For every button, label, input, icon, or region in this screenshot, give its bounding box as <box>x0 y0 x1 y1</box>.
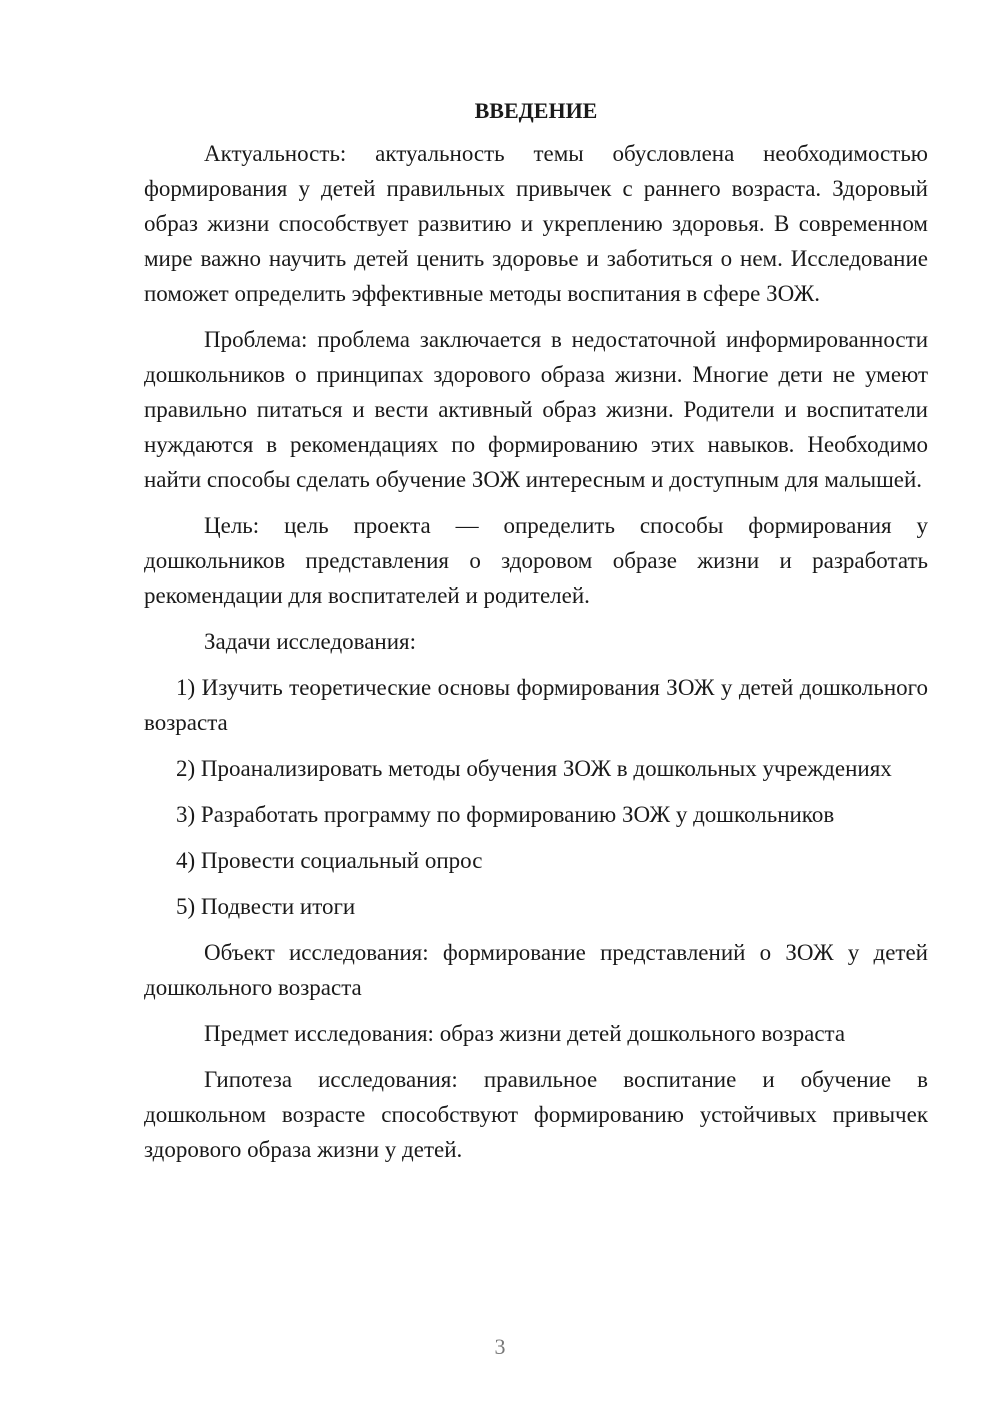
hypothesis-paragraph: Гипотеза исследования: правильное воспитание и обучение в дошкольном возрасте способствуют формированию устойчивых привычек здорового образа жизни у детей. <box>144 1067 928 1162</box>
list-item: 4) Провести социальный опрос <box>176 848 483 873</box>
problem-paragraph: Проблема: проблема заключается в недостаточной информированности дошкольников о принципах здорового образа жизни. Многие дети не умеют правильно питаться и вести активный образ жизни. Родители и воспитатели нуждаются в рекомендациях по формированию этих навыков. Необходимо найти способы сделать обучение ЗОЖ интересным и доступным для малышей. <box>144 327 928 492</box>
page-title: ВВЕДЕНИЕ <box>474 98 598 123</box>
list-item: 1) Изучить теоретические основы формирования ЗОЖ у детей дошкольного возраста <box>144 675 928 735</box>
list-item: 3) Разработать программу по формированию ЗОЖ у дошкольников <box>176 802 835 827</box>
tasks-list <box>144 670 928 924</box>
subject-paragraph: Предмет исследования: образ жизни детей дошкольного возраста <box>204 1021 846 1046</box>
page-number: 3 <box>494 1334 506 1359</box>
list-item: 2) Проанализировать методы обучения ЗОЖ в дошкольных учреждениях <box>176 756 892 781</box>
goal-paragraph: Цель: цель проекта — определить способы формирования у дошкольников представления о здоровом образе жизни и разработать рекомендации для воспитателей и родителей. <box>144 513 928 608</box>
tasks-heading: Задачи исследования: <box>204 629 417 654</box>
object-paragraph: Объект исследования: формирование представлений о ЗОЖ у детей дошкольного возраста <box>144 940 928 1000</box>
page-content <box>144 96 928 1178</box>
relevance-paragraph: Актуальность: актуальность темы обусловлена необходимостью формирования у детей правильных привычек с раннего возраста. Здоровый образ жизни способствует развитию и укреплению здоровья. В современном мире важно научить детей ценить здоровье и заботиться о нем. Исследование поможет определить эффективные методы воспитания в сфере ЗОЖ. <box>144 141 928 306</box>
list-item: 5) Подвести итоги <box>176 894 356 919</box>
